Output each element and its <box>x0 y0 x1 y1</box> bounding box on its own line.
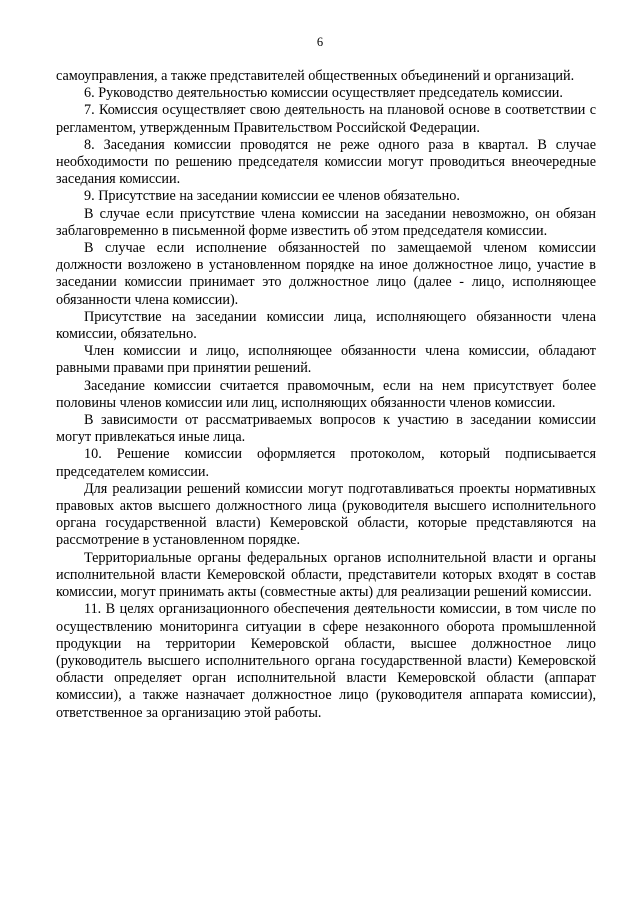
paragraph: 6. Руководство деятельностью комиссии осуществляет председатель комиссии. <box>84 85 563 102</box>
page-number: 6 <box>316 35 324 49</box>
paragraph: 9. Присутствие на заседании комиссии ее членов обязательно. <box>84 188 460 205</box>
paragraph: 8. Заседания комиссии проводятся не реже одного раза в квартал. В случае необходимости по решению председателя комиссии могут проводиться внеочередные заседания комиссии. <box>56 136 596 188</box>
paragraph: Для реализации решений комиссии могут подготавливаться проекты нормативных правовых актов высшего должностного лица (руководителя высшего исполнительного органа государственной власти) Кемеровской области, которые представляются на рассмотрение в установленном порядке. <box>56 480 596 549</box>
paragraph: В случае если присутствие члена комиссии на заседании невозможно, он обязан заблаговременно в письменной форме известить об этом председателя комиссии. <box>56 205 596 239</box>
paragraph: 10. Решение комиссии оформляется протоколом, который подписывается председателем комиссии. <box>56 446 596 480</box>
paragraph: В случае если исполнение обязанностей по замещаемой членом комиссии должности возложено в установленном порядке на иное должностное лицо, участие в заседании комиссии принимает это должностное лицо (далее - лицо, исполняющее обязанности члена комиссии). <box>56 240 596 308</box>
paragraph: Заседание комиссии считается правомочным, если на нем присутствует более половины членов комиссии или лиц, исполняющих обязанности членов комиссии. <box>56 377 596 411</box>
paragraph: Член комиссии и лицо, исполняющее обязанности члена комиссии, обладают равными правами при принятии решений. <box>56 343 596 377</box>
paragraph: самоуправления, а также представителей общественных объединений и организаций. <box>56 68 575 84</box>
paragraph: 11. В целях организационного обеспечения деятельности комиссии, в том числе по осуществлению мониторинга ситуации в сфере незаконного оборота промышленной продукции на территории Кемеровской области, высшее должностное лицо (руководитель высшего исполнительного органа государственной власти) Кемеровской области определяет орган исполнительной власти Кемеровской области (аппарат комиссии), а также назначает должностное лицо (руководителя аппарата комиссии), ответственное за организацию этой работы. <box>56 601 596 721</box>
document-body <box>56 68 596 722</box>
paragraph: В зависимости от рассматриваемых вопросов к участию в заседании комиссии могут привлекаться иные лица. <box>56 412 596 446</box>
paragraph: Присутствие на заседании комиссии лица, исполняющего обязанности члена комиссии, обязательно. <box>56 308 596 343</box>
paragraph: Территориальные органы федеральных органов исполнительной власти и органы исполнительной власти Кемеровской области, представители которых входят в состав комиссии, могут принимать акты (совместные акты) для реализации решений комиссии. <box>56 549 596 601</box>
paragraph: 7. Комиссия осуществляет свою деятельность на плановой основе в соответствии с регламентом, утвержденным Правительством Российской Федерации. <box>56 102 596 136</box>
